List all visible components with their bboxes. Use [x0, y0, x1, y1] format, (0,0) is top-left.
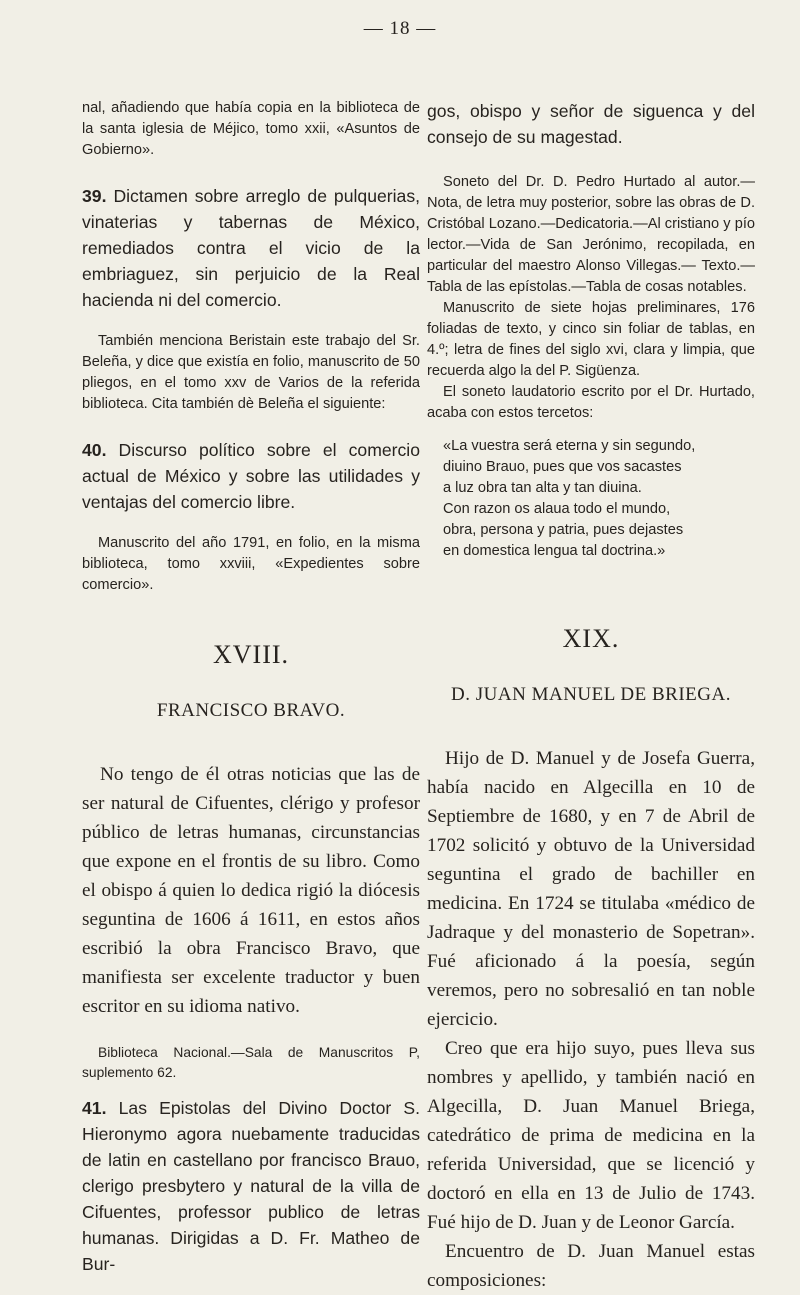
entry-41 [82, 1095, 420, 1277]
entry-40-title: Discurso político sobre el comercio actual de México y sobre las utilidades y ventajas del comercio libre. [82, 440, 420, 512]
right-column [427, 98, 755, 1295]
entry-39-number: 39. [82, 186, 107, 206]
soneto-note: El soneto laudatorio escrito por el Dr. Hurtado, acaba con estos tercetos: [427, 384, 755, 421]
bio-briega-3: Encuentro de D. Juan Manuel estas composiciones: [427, 1241, 755, 1291]
entry-41-continued: gos, obispo y señor de siguenca y del consejo de su magestad. [427, 101, 755, 147]
section-numeral-xviii: XVIII. [212, 640, 290, 669]
sonnet-quote [427, 436, 755, 562]
left-column [82, 98, 420, 1277]
entry-39 [82, 183, 420, 313]
quote-line: Con razon os alaua todo el mundo, [443, 501, 671, 517]
bib-note: Biblioteca Nacional.—Sala de Manuscritos P, suplemento 62. [82, 1045, 420, 1080]
contents-note: Soneto del Dr. D. Pedro Hurtado al autor.— Nota, de letra muy posterior, sobre las obras de D. Cristóbal Lozano.—Dedicatoria.—Al cristiano y pío lector.—Vida de San Jerónimo, recopilada, en particular del maestro Alonso Villegas.— Texto.—Tabla de las epístolas.—Tabla de cosas notables. [427, 174, 755, 295]
continued-paragraph: nal, añadiendo que había copia en la biblioteca de la santa iglesia de Méjico, tomo xxii, «Asuntos de Gobierno». [82, 100, 420, 158]
entry-40-number: 40. [82, 440, 107, 460]
entry-40 [82, 437, 420, 515]
quote-line: en domestica lengua tal doctrina.» [443, 543, 666, 559]
page-number: — 18 — [363, 18, 437, 39]
section-name-francisco-bravo: FRANCISCO BRAVO. [156, 700, 346, 721]
manuscript-note: Manuscrito de siete hojas preliminares, 176 foliadas de texto, y cinco sin foliar de tablas, en 4.º; letra de fines del siglo xvi, clara y limpia, que recuerda algo la del P. Sigüenza. [427, 300, 755, 379]
quote-line: a luz obra tan alta y tan diuina. [443, 480, 642, 496]
entry-39-title: Dictamen sobre arreglo de pulquerias, vinaterias y tabernas de México, remediados contra el vicio de la embriaguez, sin perjuicio de la Real hacienda ni del comercio. [82, 186, 421, 310]
quote-line: diuino Brauo, pues que vos sacastes [443, 459, 682, 475]
bio-briega-2: Creo que era hijo suyo, pues lleva sus nombres y apellido, y también nació en Algecilla, D. Juan Manuel Briega, catedrático de prima de medicina en la referida Universidad, que se licenció y doctoró en ella en 13 de Julio de 1743. Fué hijo de D. Juan y de Leonor García. [427, 1038, 755, 1233]
section-numeral-xix: XIX. [562, 624, 620, 653]
entry-41-title: Las Epistolas del Divino Doctor S. Hieronymo agora nuebamente traducidas de latin en castellano por francisco Brauo, clerigo presbytero y natural de la villa de Cifuentes, professor publico de letras humanas. Dirigidas a D. Fr. Matheo de Bur- [82, 1098, 421, 1274]
quote-line: obra, persona y patria, pues dejastes [443, 522, 684, 538]
entry-40-note: Manuscrito del año 1791, en folio, en la misma biblioteca, tomo xxviii, «Expedientes sobre comercio». [82, 535, 420, 593]
bio-francisco-bravo: No tengo de él otras noticias que las de ser natural de Cifuentes, clérigo y profesor público de letras humanas, circunstancias que expone en el frontis de su libro. Como el obispo á quien lo dedica rigió la diócesis seguntina de 1606 á 1611, en estos años escribió la obra Francisco Bravo, que manifiesta ser excelente traductor y buen escritor en su idioma nativo. [82, 764, 420, 1017]
bio-briega-1: Hijo de D. Manuel y de Josefa Guerra, había nacido en Algecilla en 10 de Septiembre de 1680, y en 7 de Abril de 1702 solicitó y obtuvo de la Universidad seguntina el grado de bachiller en medicina. En 1724 se titulaba «médico de Jadraque y del monasterio de Sopetran». Fué aficionado á la poesía, según veremos, pero no sobresalió en tan noble ejercicio. [427, 748, 755, 1030]
entry-39-note: También menciona Beristain este trabajo del Sr. Beleña, y dice que existía en folio, manuscrito de 50 pliegos, en el tomo xxv de Varios de la referida biblioteca. Cita también dè Beleña el siguiente: [82, 333, 420, 412]
entry-41-number: 41. [82, 1098, 107, 1118]
section-name-juan-manuel-de-briega: D. JUAN MANUEL DE BRIEGA. [451, 684, 731, 705]
quote-line: «La vuestra será eterna y sin segundo, [443, 438, 696, 454]
